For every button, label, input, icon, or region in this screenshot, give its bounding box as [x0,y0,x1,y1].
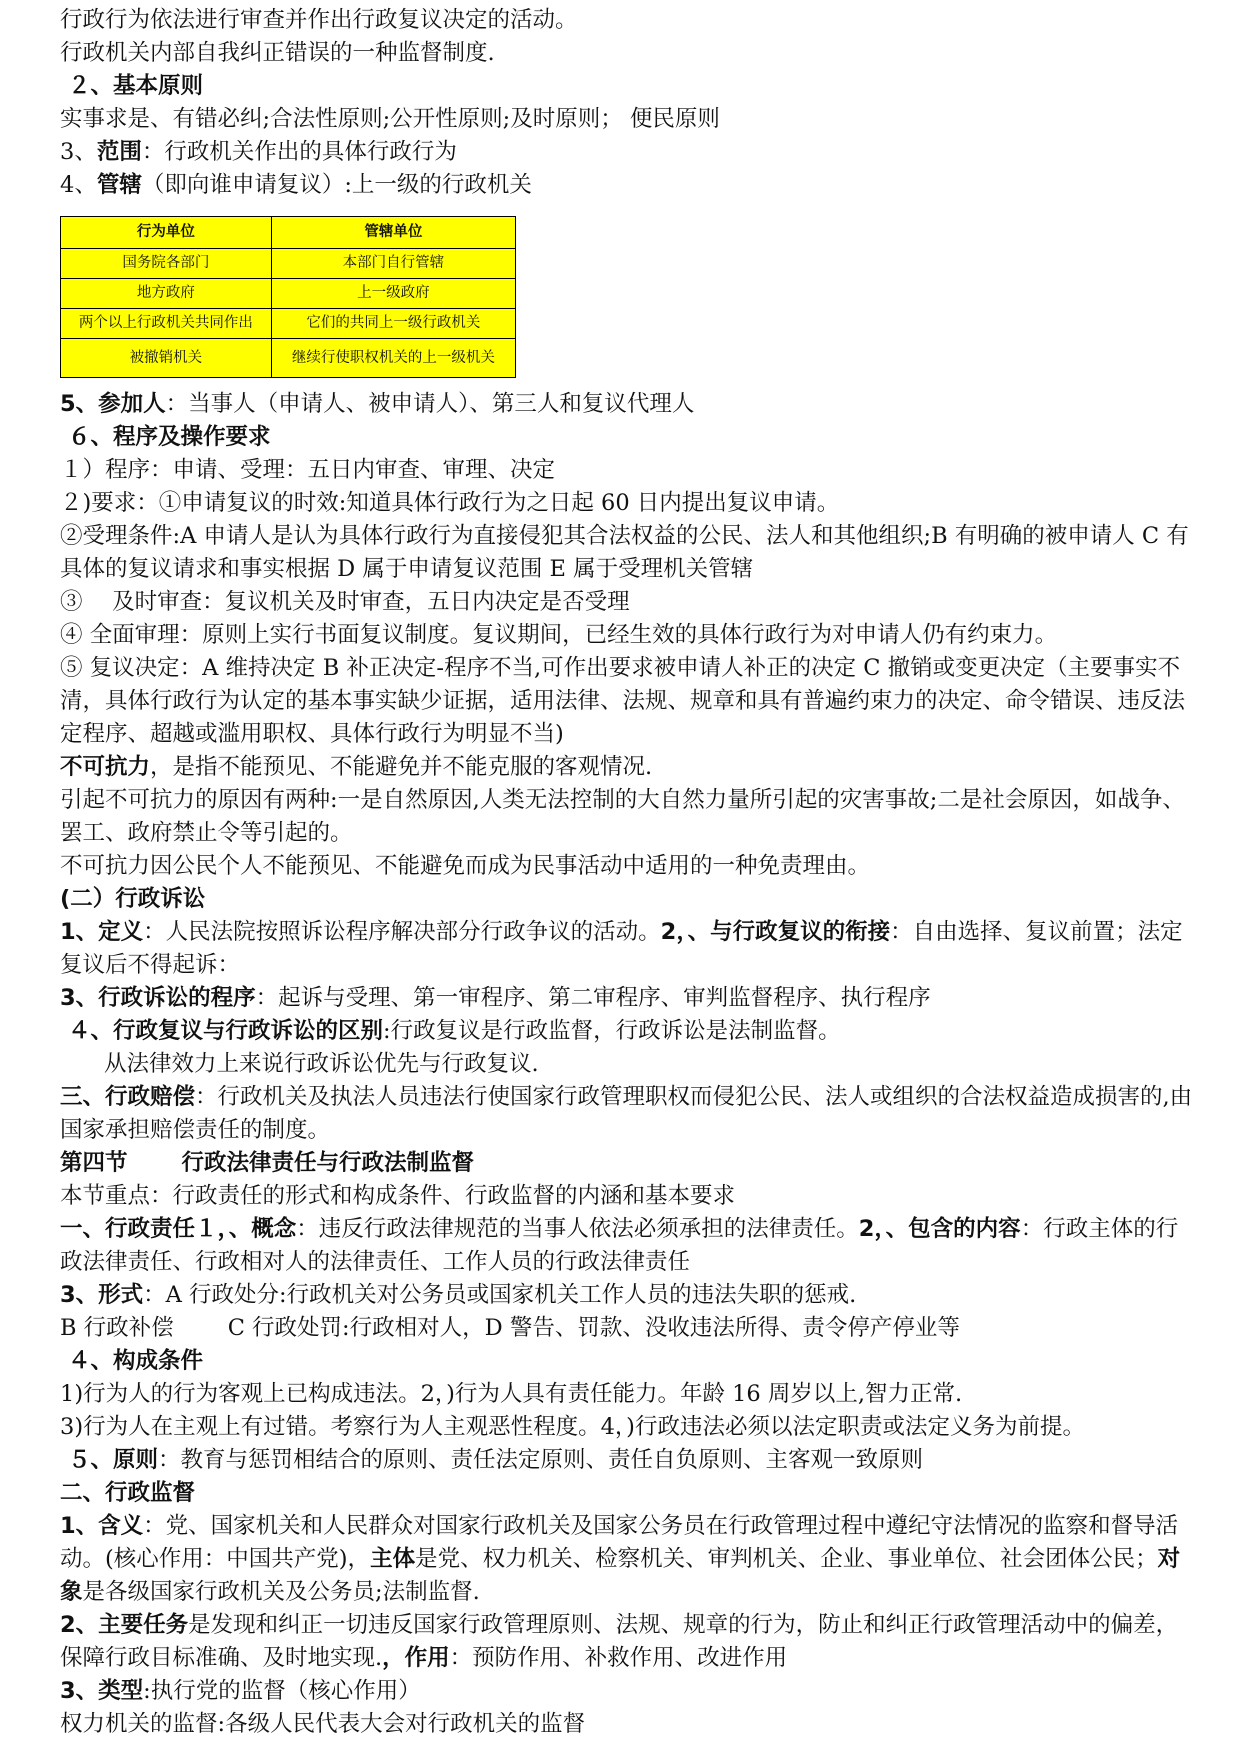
paragraph: 1、含义：党、国家机关和人民群众对国家行政机关及国家公务员在行政管理过程中遵纪守法情况的监察和督导活动。(核心作用：中国共产党)，主体是党、权力机关、检察机关、审判机关、企业、事业单位、社会团体公民；对象是各级国家行政机关及公务员;法制监督. [60,1513,1181,1605]
text-line: 实事求是、有错必纠;合法性原则;公开性原则;及时原则； 便民原则 [60,106,720,132]
section-heading: (二）行政诉讼 [60,886,206,912]
text-line: 不可抗力因公民个人不能预见、不能避免而成为民事活动中适用的一种免责理由。 [60,853,871,879]
section-heading: ４、构成条件 [68,1348,204,1374]
table-row [61,279,516,309]
table-row [61,339,516,378]
text-line: 本节重点：行政责任的形式和构成条件、行政监督的内涵和基本要求 [60,1183,736,1209]
table-cell: 两个以上行政机关共同作出 [61,309,272,339]
paragraph: 1、定义：人民法院按照诉讼程序解决部分行政争议的活动。2，、与行政复议的衔接：自由选择、复议前置；法定复议后不得起诉： [60,919,1183,978]
text-line: 行政行为依法进行审查并作出行政复议决定的活动。 [60,7,578,33]
text-line: 从法律效力上来说行政诉讼优先与行政复议. [104,1051,539,1077]
section-heading: ２、基本原则 [68,73,204,99]
text-line: 3、形式：A 行政处分:行政机关对公务员或国家机关工作人员的违法失职的惩戒. [60,1282,857,1308]
table-row [61,249,516,279]
table-header-cell: 管辖单位 [271,217,515,249]
text-line: 5、参加人：当事人（申请人、被申请人）、第三人和复议代理人 [60,391,695,417]
text-line: ４、行政复议与行政诉讼的区别:行政复议是行政监督，行政诉讼是法制监督。 [68,1018,841,1044]
text-line: ５、原则：教育与惩罚相结合的原则、责任法定原则、责任自负原则、主客观一致原则 [68,1447,924,1473]
text-line: 1)行为人的行为客观上已构成违法。2，)行为人具有责任能力。年龄 16 周岁以上,智力正常. [60,1381,963,1407]
table-row [61,309,516,339]
text-line: 3、范围：行政机关作出的具体行政行为 [60,139,457,165]
paragraph: 引起不可抗力的原因有两种:一是自然原因,人类无法控制的大自然力量所引起的灾害事故;二是社会原因，如战争、罢工、政府禁止令等引起的。 [60,787,1185,846]
document-page [60,4,1200,1741]
table-cell: 被撤销机关 [61,339,272,378]
text-line: 行政机关内部自我纠正错误的一种监督制度. [60,40,495,66]
text-line: １）程序：申请、受理：五日内审查、审理、决定 [60,457,556,483]
text-line: ③ 及时审查：复议机关及时审查，五日内决定是否受理 [60,589,630,615]
text-line: 3、行政诉讼的程序：起诉与受理、第一审程序、第二审程序、审判监督程序、执行程序 [60,985,931,1011]
section-heading: ６、程序及操作要求 [68,424,271,450]
table-cell: 上一级政府 [271,279,515,309]
table-cell: 地方政府 [61,279,272,309]
paragraph: 三、行政赔偿：行政机关及执法人员违法行使国家行政管理职权而侵犯公民、法人或组织的合法权益造成损害的,由国家承担赔偿责任的制度。 [60,1084,1193,1143]
jurisdiction-table [60,216,516,378]
paragraph: 2、主要任务是发现和纠正一切违反国家行政管理原则、法规、规章的行为，防止和纠正行政管理活动中的偏差，保障行政目标准确、及时地实现.，作用：预防作用、补救作用、改进作用 [60,1612,1179,1671]
table-header-row [61,217,516,249]
paragraph: ⑤ 复议决定：A 维持决定 B 补正决定-程序不当,可作出要求被申请人补正的决定 C 撤销或变更决定（主要事实不清，具体行政行为认定的基本事实缺少证据，适用法律、法规、规章和具有普遍约束力的决定、命令错误、违反法定程序、超越或滥用职权、具体行政行为明显不当) [60,655,1186,747]
text-line: 权力机关的监督:各级人民代表大会对行政机关的监督 [60,1711,586,1737]
table-cell: 国务院各部门 [61,249,272,279]
paragraph: 一、行政责任１，、概念：违反行政法律规范的当事人依法必须承担的法律责任。2，、包含的内容：行政主体的行政法律责任、行政相对人的法律责任、工作人员的行政法律责任 [60,1216,1179,1275]
text-line: 3、类型:执行党的监督（核心作用） [60,1678,421,1704]
text-line: ２)要求：①申请复议的时效:知道具体行政行为之日起 60 日内提出复议申请。 [60,490,840,516]
paragraph: ②受理条件:A 申请人是认为具体行政行为直接侵犯其合法权益的公民、法人和其他组织;B 有明确的被申请人 C 有具体的复议请求和事实根据 D 属于申请复议范围 E 属于受理机关管辖 [60,523,1189,582]
table-cell: 它们的共同上一级行政机关 [271,309,515,339]
table-header-cell: 行为单位 [61,217,272,249]
text-line: 不可抗力，是指不能预见、不能避免并不能克服的客观情况. [60,754,653,780]
text-line: 4、管辖（即向谁申请复议）:上一级的行政机关 [60,172,532,198]
table-cell: 继续行使职权机关的上一级机关 [271,339,515,378]
section-heading: 第四节 行政法律责任与行政法制监督 [60,1150,475,1176]
section-heading: 二、行政监督 [60,1480,196,1506]
table-cell: 本部门自行管辖 [271,249,515,279]
text-line: ④ 全面审理：原则上实行书面复议制度。复议期间，已经生效的具体行政行为对申请人仍有约束力。 [60,622,1058,648]
text-line: B 行政补偿 C 行政处罚:行政相对人，D 警告、罚款、没收违法所得、责令停产停业等 [60,1315,960,1341]
text-line: 3)行为人在主观上有过错。考察行为人主观恶性程度。4，)行政违法必须以法定职责或法定义务为前提。 [60,1414,1085,1440]
